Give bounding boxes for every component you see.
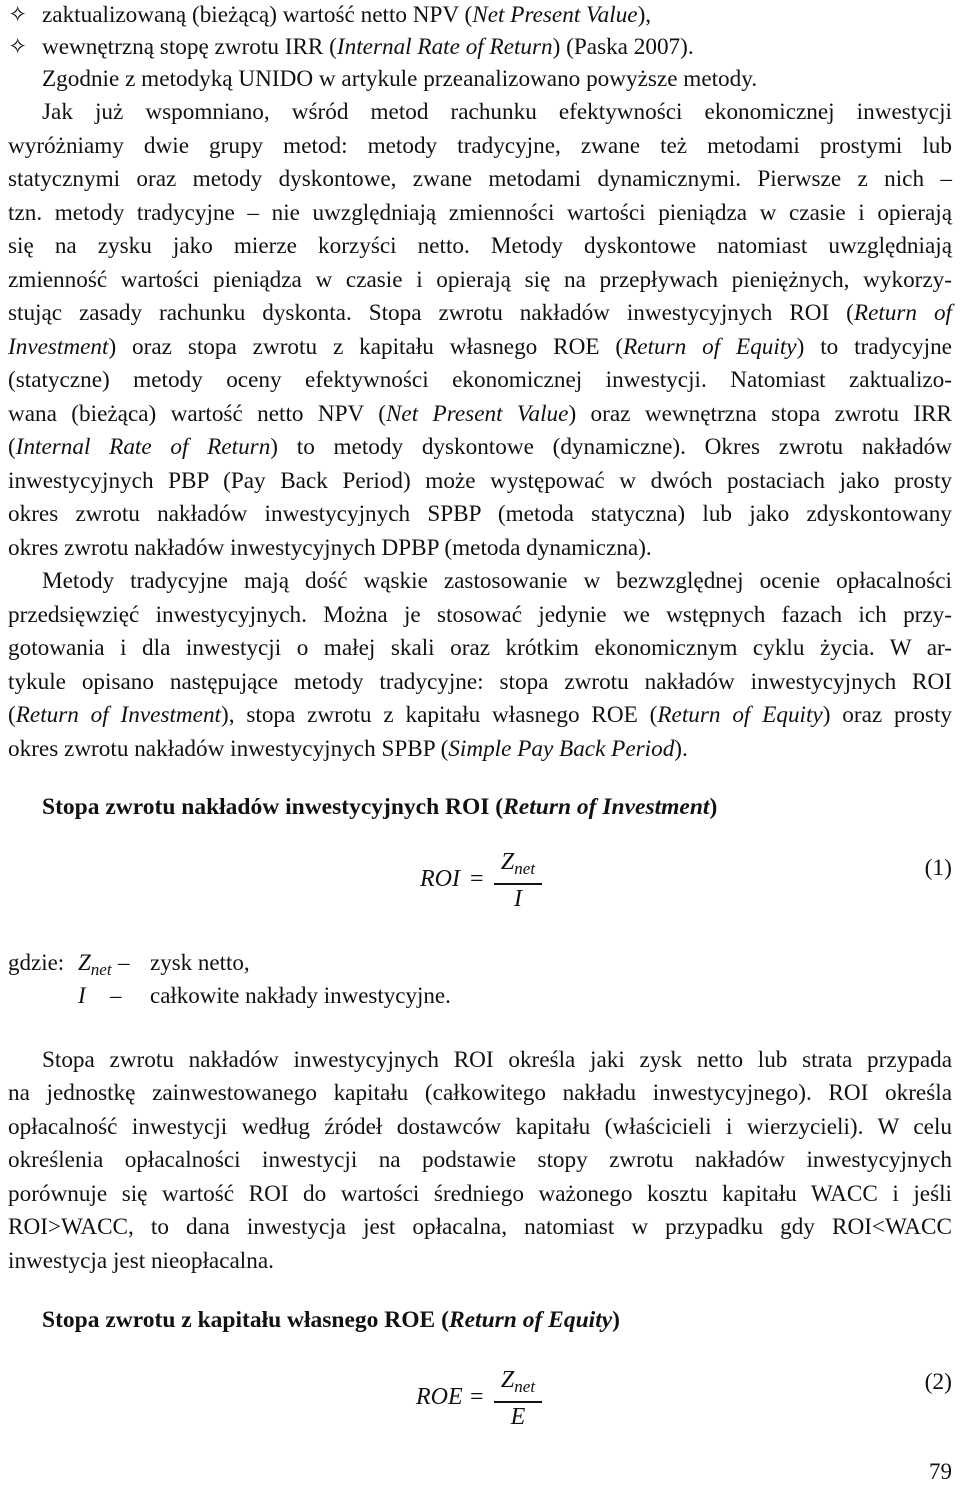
paragraph-line: się na zysku jako mierze korzyści netto. Metody dyskontowe natomiast uwzględniają <box>8 233 952 259</box>
paragraph-line <box>8 298 952 328</box>
heading-text: ) <box>612 1307 620 1333</box>
legend-symbol: $Z_{net}$ <box>78 950 112 979</box>
paragraph-line: przedsięwzięć inwestycyjnych. Można je stosować jedynie we wstępnych fazach ich przy- <box>8 602 952 628</box>
legend-description: zysk netto, <box>150 950 250 975</box>
section-heading-roe <box>42 1305 620 1335</box>
line-emphasis: Internal Rate of Return <box>15 434 271 460</box>
paragraph-line: okres zwrotu nakładów inwestycyjnych DPBP (metoda dynamiczna). <box>8 535 652 561</box>
equation-fraction <box>494 1366 542 1431</box>
legend-symbol: I <box>78 983 86 1008</box>
heading-emphasis: Return of Equity <box>448 1307 613 1333</box>
bullet-text: ) (Paska 2007). <box>552 34 694 60</box>
fraction-denominator: I <box>514 885 522 912</box>
line-emphasis: Return of Equity <box>623 334 797 360</box>
paragraph-line: inwestycyjnych PBP (Pay Back Period) może występować w dwóch postaciach jako prosty <box>8 468 952 494</box>
line-text: ) oraz stopa zwrotu z kapitału własnego ROE ( <box>108 334 624 360</box>
paragraph-line: (statyczne) metody oceny efektywności ekonomicznej inwestycji. Natomiast zaktualizo- <box>8 367 952 393</box>
equation-lhs: ROE <box>416 1384 463 1410</box>
paragraph-line <box>8 734 952 764</box>
fraction-numerator: $Z_{net}$ <box>500 1367 536 1396</box>
paragraph-line: okres zwrotu nakładów inwestycyjnych SPBP (metoda statyczna) lub jako zdyskontowany <box>8 501 952 527</box>
paragraph-line: Metody tradycyjne mają dość wąskie zastosowanie w bezwzględnej ocenie opłacalności <box>42 568 952 594</box>
heading-text: ) <box>709 794 718 820</box>
legend-description: całkowite nakłady inwestycyjne. <box>150 983 451 1008</box>
paragraph-line: opłacalność inwestycji według źródeł dostawców kapitału (właścicieli i wierzycieli). W celu <box>8 1114 952 1140</box>
heading-emphasis: Return of Investment <box>503 794 710 820</box>
paragraph-line: ROI>WACC, to dana inwestycja jest opłacalna, natomiast w przypadku gdy ROI<WACC <box>8 1214 952 1240</box>
paragraph-line: na jednostkę zainwestowanego kapitału (całkowitego nakładu inwestycyjnego). ROI określa <box>8 1080 952 1106</box>
paragraph-line: Jak już wspomniano, wśród metod rachunku efektywności ekonomicznej inwestycji <box>42 99 952 125</box>
paragraph-line: zmienność wartości pieniądza w czasie i opierają się na przepływach pieniężnych, wykorzy- <box>8 267 952 293</box>
paragraph-line: określenia opłacalności inwestycji na podstawie stopy zwrotu nakładów inwestycyjnych <box>8 1147 952 1173</box>
page-number: 79 <box>929 1459 952 1484</box>
equation-number: (1) <box>924 855 952 881</box>
bullet-emphasis: Internal Rate of Return <box>336 34 553 60</box>
bullet-text: ), <box>637 2 652 28</box>
paragraph-line: tzn. metody tradycyjne – nie uwzględniają zmienności wartości pieniądza w czasie i opierają <box>8 200 952 226</box>
four-point-star-icon: ✧ <box>8 34 28 60</box>
section-heading-roi <box>42 792 717 822</box>
line-text: ) oraz prosty <box>822 702 952 728</box>
line-text: stując zasady rachunku dyskonta. Stopa zwrotu nakładów inwestycyjnych ROI ( <box>8 300 854 326</box>
line-text: okres zwrotu nakładów inwestycyjnych SPBP ( <box>8 736 449 762</box>
equation-number: (2) <box>924 1369 952 1395</box>
paragraph-line: gotowania i dla inwestycji o małej skali oraz krótkim ekonomicznym cyklu życia. W ar- <box>8 635 952 661</box>
paragraph-line <box>8 700 952 730</box>
line-text: ( <box>8 434 16 460</box>
line-text: ( <box>8 702 16 728</box>
paragraph-line: Stopa zwrotu nakładów inwestycyjnych ROI określa jaki zysk netto lub strata przypada <box>42 1047 952 1073</box>
paragraph-line: statycznymi oraz metody dyskontowe, zwane metodami dynamicznymi. Pierwsze z nich – <box>8 166 952 192</box>
heading-text: Stopa zwrotu nakładów inwestycyjnych ROI ( <box>42 794 504 820</box>
equals-sign: = <box>470 1384 484 1410</box>
bullet-text: wewnętrzną stopę zwrotu IRR ( <box>42 34 337 60</box>
line-emphasis: Return of Equity <box>657 702 823 728</box>
line-emphasis: Net Present Value <box>385 401 569 427</box>
equals-sign: = <box>470 866 484 892</box>
fraction-numerator: $Z_{net}$ <box>500 849 536 878</box>
legend-label: gdzie: <box>8 950 65 975</box>
bullet-item-irr <box>8 32 952 62</box>
paragraph-line: wyróżniamy dwie grupy metod: metody tradycyjne, zwane też metodami prostymi lub <box>8 133 952 159</box>
bullet-text: zaktualizowaną (bieżącą) wartość netto NPV ( <box>42 2 473 28</box>
paragraph-line: Zgodnie z metodyką UNIDO w artykule przeanalizowano powyższe metody. <box>42 66 758 92</box>
line-text: ) oraz wewnętrzna stopa zwrotu IRR <box>568 401 952 427</box>
paragraph-line <box>8 432 952 462</box>
paragraph-line <box>8 332 952 362</box>
fraction-denominator: E <box>510 1403 526 1430</box>
line-emphasis: Simple Pay Back Period <box>448 736 675 762</box>
bullet-item-npv <box>8 0 952 30</box>
paragraph-line: porównuje się wartość ROI do wartości średniego ważonego kosztu kapitału WACC i jeśli <box>8 1181 952 1207</box>
line-text: ). <box>674 736 688 762</box>
line-text: wana (bieżąca) wartość netto NPV ( <box>8 401 386 427</box>
line-text: ) to metody dyskontowe (dynamiczne). Okres zwrotu nakładów <box>270 434 953 460</box>
legend-dash: – <box>118 950 130 975</box>
heading-text: Stopa zwrotu z kapitału własnego ROE ( <box>42 1307 449 1333</box>
line-emphasis: Investment <box>8 334 109 360</box>
four-point-star-icon: ✧ <box>8 2 28 28</box>
line-text: ) to tradycyjne <box>796 334 952 360</box>
line-emphasis: Return of <box>853 300 952 326</box>
line-text: ), stopa zwrotu z kapitału własnego ROE ( <box>221 702 658 728</box>
equation-fraction <box>494 848 542 913</box>
bullet-emphasis: Net Present Value <box>472 2 638 28</box>
equation-lhs: ROI <box>420 866 460 892</box>
paragraph-line: tykule opisano następujące metody tradycyjne: stopa zwrotu nakładów inwestycyjnych ROI <box>8 669 952 695</box>
paragraph-line <box>8 399 952 429</box>
line-emphasis: Return of Investment <box>15 702 221 728</box>
legend-dash: – <box>110 983 122 1008</box>
paragraph-line: inwestycja jest nieopłacalna. <box>8 1248 274 1274</box>
